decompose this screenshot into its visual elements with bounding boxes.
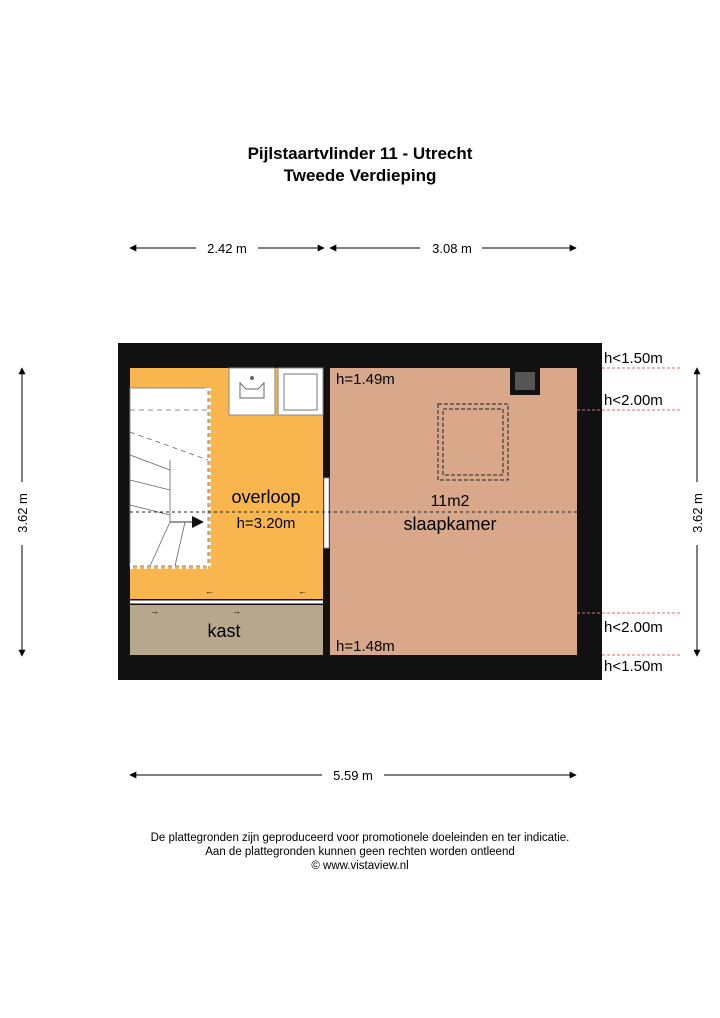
height-marker-bottom-200: h<2.00m: [604, 619, 663, 636]
kast-door-arrow-2: →: [232, 606, 241, 616]
dimension-top-left: [130, 241, 324, 256]
kast-label: kast: [207, 621, 241, 641]
slaapkamer-height-top: h=1.49m: [336, 371, 395, 388]
footer-copyright: © www.vistaview.nl: [311, 860, 409, 872]
height-marker-top-150: h<1.50m: [604, 350, 663, 367]
plan-floor-title: Tweede Verdieping: [283, 166, 437, 185]
staircase: [130, 388, 208, 566]
washing-machine-icon: [229, 368, 275, 415]
slaapkamer-label: slaapkamer: [403, 514, 497, 534]
dimension-left: [15, 368, 30, 656]
height-marker-top-200: h<2.00m: [604, 392, 663, 409]
height-marker-bottom-150: h<1.50m: [604, 658, 663, 675]
dimension-top-left-label: 2.42 m: [207, 241, 247, 256]
dimension-left-label: 3.62 m: [15, 493, 30, 533]
dimension-right: [690, 368, 705, 656]
dimension-bottom-label: 5.59 m: [333, 768, 373, 783]
interior-door: [324, 478, 329, 548]
kast-door-arrow-3: ←: [205, 586, 214, 596]
kast-door-arrow-4: ←: [298, 586, 307, 596]
footer-disclaimer-1: De plattegronden zijn geproduceerd voor promotionele doeleinden en ter indicatie.: [150, 832, 570, 844]
slaapkamer-height-bottom: h=1.48m: [336, 638, 395, 655]
dimension-top-right: [330, 241, 576, 256]
kast-door-arrow-1: →: [150, 606, 159, 616]
footer-disclaimer-2: Aan de plattegronden kunnen geen rechten worden ontleend: [205, 846, 515, 858]
overloop-height-label: h=3.20m: [236, 515, 296, 532]
slaapkamer-area-label: 11m2: [430, 493, 470, 510]
dimension-top-right-label: 3.08 m: [432, 241, 472, 256]
dryer-icon: [278, 368, 323, 415]
plan-address-title: Pijlstaartvlinder 11 - Utrecht: [247, 144, 473, 163]
chimney-inner: [515, 372, 535, 390]
dimension-bottom: [130, 768, 576, 783]
dimension-right-label: 3.62 m: [690, 493, 705, 533]
overloop-label: overloop: [231, 487, 301, 507]
